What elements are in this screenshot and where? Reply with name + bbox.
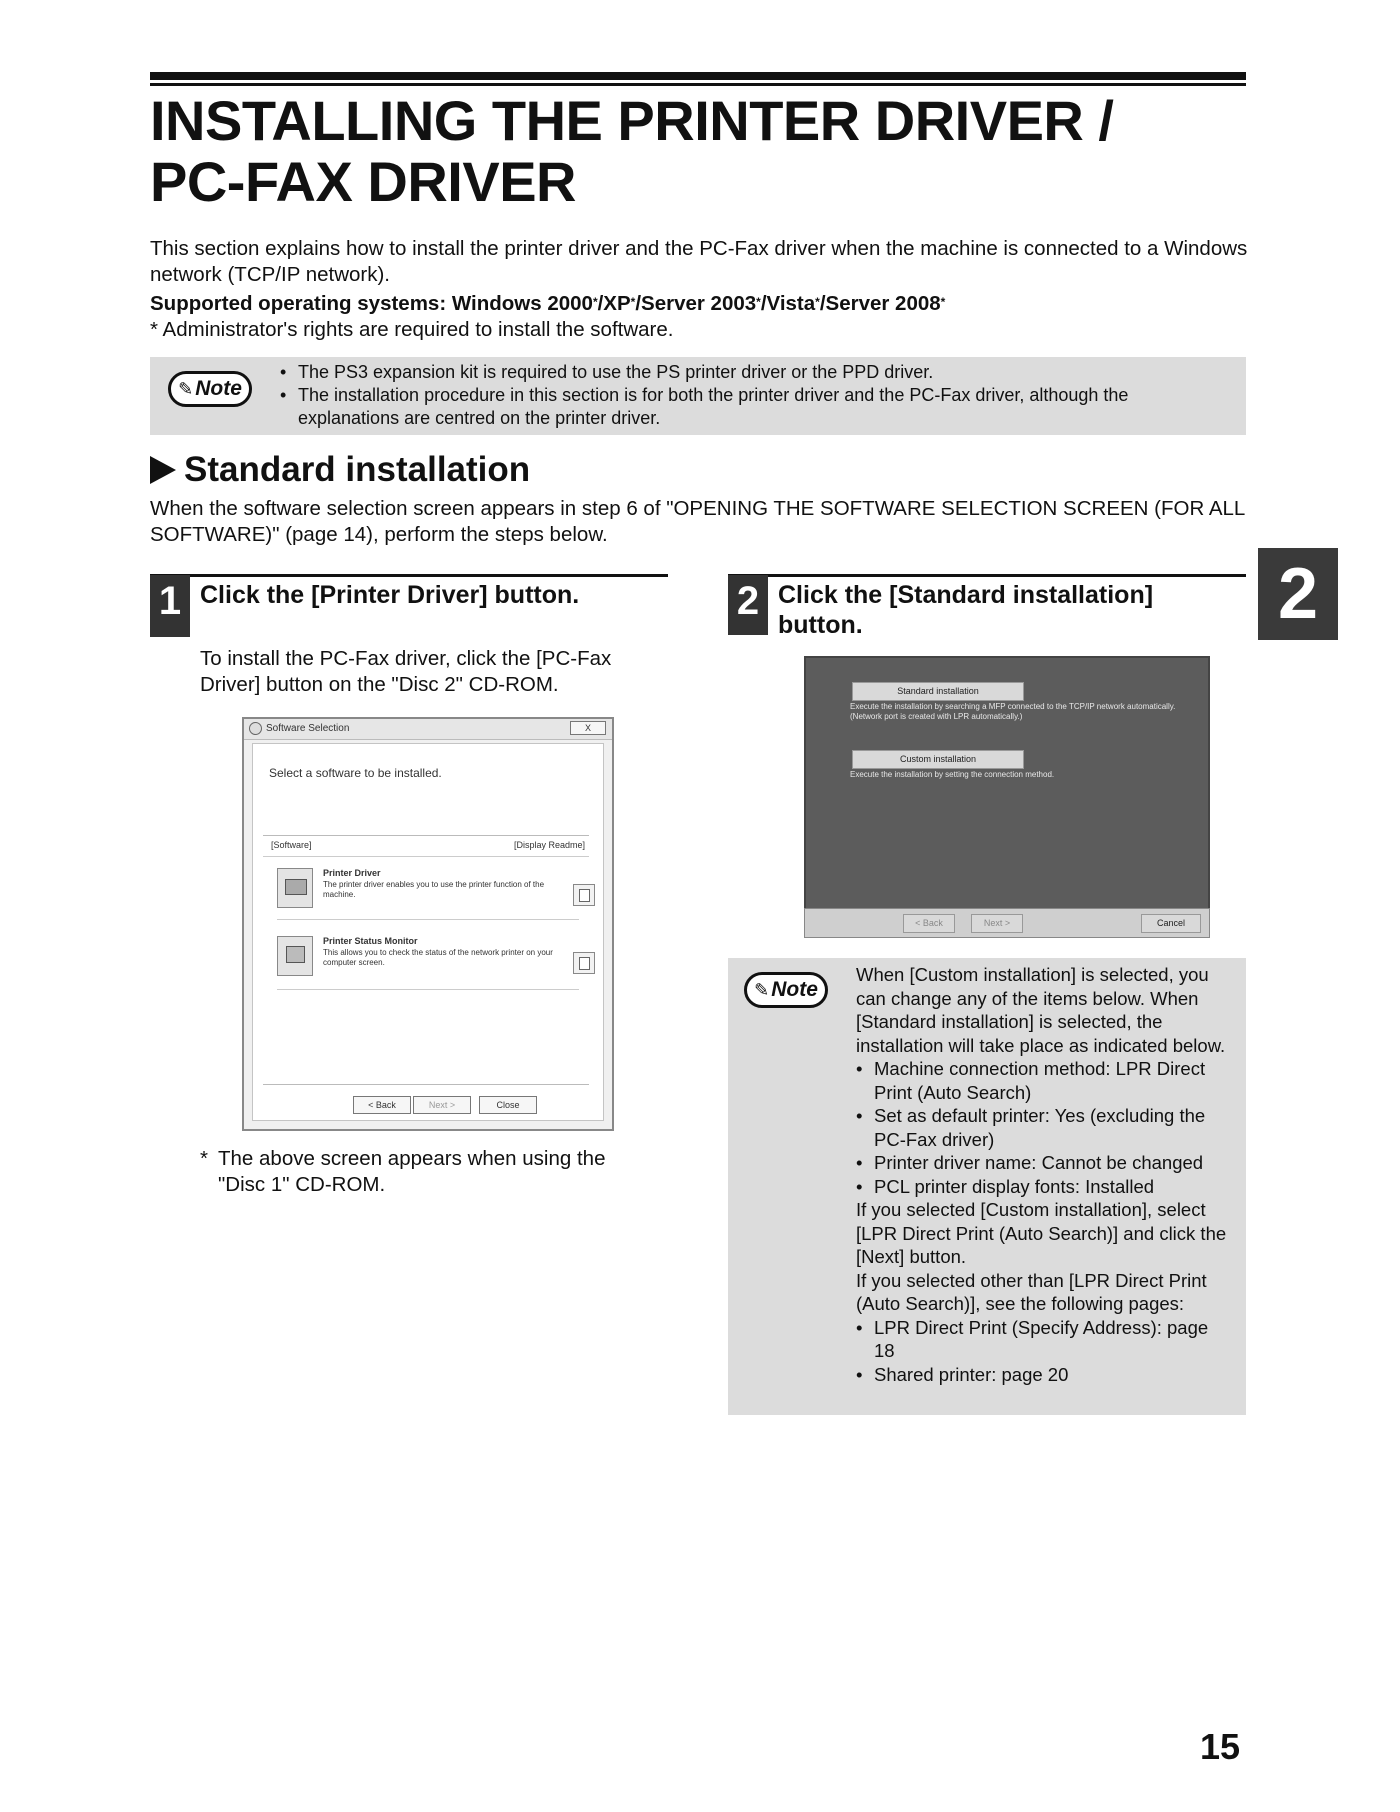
dialog-divider [263,856,589,857]
step-2-rule [728,574,1246,577]
dialog-close-button[interactable]: X [570,721,606,735]
software-item-desc: This allows you to check the status of the network printer on your computer screen. [323,948,553,967]
page-number: 15 [1200,1726,1241,1767]
installer-screenshot [804,656,1210,938]
dialog-prompt: Select a software to be installed. [269,766,442,780]
pencil-icon: ✎ [178,378,194,399]
os-asterisk: * [756,295,761,309]
header-rule-thin [150,83,1246,86]
page-title [150,90,1250,212]
note-badge [744,972,828,1008]
installer-cancel-button[interactable]: Cancel [1141,914,1201,933]
installer-back-button[interactable]: < Back [903,914,955,933]
os-windows-2000: Supported operating systems: Windows 2000 [150,292,593,315]
note-2-other-text: If you selected other than [LPR Direct Print (Auto Search)], see the following pages: [856,1269,1207,1314]
os-asterisk: * [815,295,820,309]
next-button[interactable]: Next > [413,1096,471,1114]
section-heading-text: Standard installation [184,450,531,489]
readme-button[interactable] [573,952,595,974]
os-asterisk: * [592,295,598,309]
pencil-icon: ✎ [754,979,770,1000]
software-item-desc: The printer driver enables you to use the printer function of the machine. [323,880,545,899]
section-body: When the software selection screen appears in step 6 of "OPENING THE SOFTWARE SELECTION SCREEN (FOR ALL SOFTWARE)" (page 14), perform the steps below. [150,497,1245,546]
printer-driver-button[interactable] [277,868,313,908]
software-item-name: Printer Driver [323,868,381,878]
software-item-name: Printer Status Monitor [323,936,418,946]
dialog-title: Software Selection [266,723,350,734]
note-2-custom-text: If you selected [Custom installation], select [LPR Direct Print (Auto Search)] and click the [Next] button. [856,1199,1227,1267]
admin-rights-note: * Administrator's rights are required to install the software. [150,318,674,341]
step-1-title: Click the [Printer Driver] button. [200,581,580,609]
software-selection-dialog [242,717,614,1131]
dialog-divider [277,989,579,990]
footnote-mark: * [200,1147,208,1170]
readme-column-header: [Display Readme] [513,840,585,850]
disc-icon [249,722,262,735]
page-title-line-1: INSTALLING THE PRINTER DRIVER / [150,89,1114,152]
section-heading [150,450,530,490]
dialog-body [252,743,604,1121]
step-2-title-line-2: button. [778,611,863,639]
note-2-item: • Printer driver name: Cannot be changed [856,1151,1228,1175]
os-server-2003: /Server 2003 [635,292,757,315]
os-xp: /XP [597,292,631,315]
step-2-number: 2 [728,575,768,635]
document-icon [579,957,590,970]
os-asterisk: * [940,295,946,309]
step-1-rule [150,574,668,577]
printer-icon [285,879,307,895]
monitor-icon [286,946,305,963]
status-monitor-button[interactable] [277,936,313,976]
note-2-settings-list [856,1057,1228,1198]
page-title-line-2: PC-FAX DRIVER [150,150,576,213]
readme-button[interactable] [573,884,595,906]
step-2-title-line-1: Click the [Standard installation] [778,581,1154,609]
triangle-bullet-icon [150,456,176,484]
software-column-header: [Software] [271,840,312,850]
note-2-item: • Machine connection method: LPR Direct Print (Auto Search) [856,1057,1228,1104]
document-icon [579,889,590,902]
custom-installation-desc: Execute the installation by setting the connection method. [850,770,1055,779]
chapter-tab: 2 [1258,548,1338,640]
installer-next-button[interactable]: Next > [971,914,1023,933]
standard-desc-line-2: (Network port is created with LPR automatically.) [850,712,1023,721]
close-button[interactable]: Close [479,1096,537,1114]
note-2-body [856,963,1228,1386]
step-2-title [778,580,1238,640]
os-vista: /Vista [760,292,816,315]
back-button[interactable]: < Back [353,1096,411,1114]
dialog-divider [263,1084,589,1085]
note-label: Note [195,377,242,400]
installer-button-bar [804,908,1210,938]
note-badge [168,371,252,407]
intro-text: This section explains how to install the printer driver and the PC-Fax driver when the machine is connected to a Windows network (TCP/IP network). [150,237,1248,286]
note-1-list [278,361,1206,430]
supported-os [150,291,1250,317]
note-1-item: • The installation procedure in this section is for both the printer driver and the PC-Fax driver, although the explanations are centred on the printer driver. [278,384,1206,430]
note-2-item: • Set as default printer: Yes (excluding the PC-Fax driver) [856,1104,1228,1151]
step-1-footnote: The above screen appears when using the "Disc 1" CD-ROM. [218,1147,606,1196]
header-rule-thick [150,72,1246,80]
note-2-page-item: • LPR Direct Print (Specify Address): page 18 [856,1316,1228,1363]
os-asterisk: * [630,295,636,309]
dialog-divider [263,835,589,836]
step-1-body: To install the PC-Fax driver, click the [PC-Fax Driver] button on the "Disc 2" CD-ROM. [200,647,612,696]
note-label: Note [771,978,818,1001]
dialog-divider [277,919,579,920]
standard-installation-desc [850,702,1200,722]
note-2-intro: When [Custom installation] is selected, you can change any of the items below. When [Standard installation] is selected, the installation will take place as indicated below. [856,964,1226,1056]
step-1-number: 1 [150,575,190,637]
standard-desc-line-1: Execute the installation by searching a MFP connected to the TCP/IP network automatically. [850,702,1176,711]
dialog-titlebar [244,719,612,740]
note-2-item: • PCL printer display fonts: Installed [856,1175,1228,1199]
note-1-item: • The PS3 expansion kit is required to use the PS printer driver or the PPD driver. [278,361,1206,384]
note-box-2 [728,958,1246,1415]
os-server-2008: /Server 2008 [819,292,941,315]
note-2-pages-list [856,1316,1228,1387]
standard-installation-button[interactable]: Standard installation [852,682,1024,701]
custom-installation-button[interactable]: Custom installation [852,750,1024,769]
note-2-page-item: • Shared printer: page 20 [856,1363,1228,1387]
intro-section [150,236,1250,343]
note-box-1 [150,357,1246,435]
